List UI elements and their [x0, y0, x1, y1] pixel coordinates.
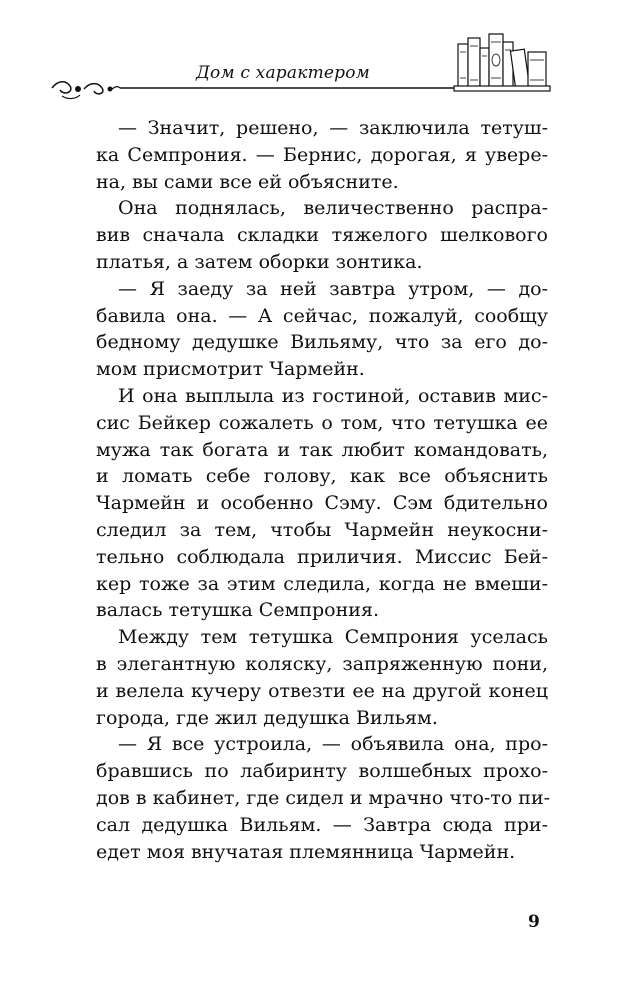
text-line: мом присмотрит Чармейн. [96, 358, 365, 381]
body-text [96, 115, 551, 865]
paragraph [96, 383, 548, 624]
page-number: 9 [528, 912, 540, 932]
books-stack-icon [452, 30, 552, 92]
text-line: бедному дедушке Вильяму, что за его до- [96, 331, 548, 354]
text-line: ка Семпрония. — Бернис, дорогая, я увере- [96, 143, 548, 166]
text-line: сис Бейкер сожалеть о том, что тетушка ее [96, 411, 548, 434]
text-line: И она выплыла из гостиной, оставив мис- [118, 384, 548, 407]
text-line: сал дедушка Вильям. — Завтра сюда при- [96, 813, 548, 836]
text-line: кер тоже за этим следила, когда не вмеши- [96, 572, 548, 595]
running-title: Дом с характером [196, 63, 370, 83]
text-line: и велела кучеру отвезти ее на другой конец [96, 679, 548, 702]
text-line: и ломать себе голову, как все объяснить [96, 465, 548, 488]
text-line: дов в кабинет, где сидел и мрачно что-то пи- [96, 786, 551, 809]
text-line: — Я все устроила, — объявила она, про- [118, 733, 548, 756]
text-line: бавила она. — А сейчас, пожалуй, сообщу [96, 304, 548, 327]
text-line: следил за тем, чтобы Чармейн неукосни- [96, 518, 548, 541]
text-line: города, где жил дедушка Вильям. [96, 706, 438, 729]
text-line: вив сначала складки тяжелого шелкового [96, 224, 548, 247]
text-line: Она поднялась, величественно распра- [118, 197, 548, 220]
text-line: на, вы сами все ей объясните. [96, 170, 399, 193]
paragraph [96, 115, 548, 195]
text-line: платья, а затем оборки зонтика. [96, 250, 423, 273]
text-line: тельно соблюдала приличия. Миссис Бей- [96, 545, 548, 568]
text-line: Между тем тетушка Семпрония уселась [118, 626, 548, 649]
paragraph [96, 624, 548, 731]
text-line: валась тетушка Семпрония. [96, 599, 379, 622]
text-line: едет моя внучатая племянница Чармейн. [96, 840, 516, 863]
page-header [0, 0, 630, 110]
text-line: Чармейн и особенно Сэму. Сэм бдительно [96, 492, 548, 515]
text-line: в элегантную коляску, запряженную пони, [96, 652, 548, 675]
text-line: бравшись по лабиринту волшебных прохо- [96, 760, 548, 783]
text-line: — Я заеду за ней завтра утром, — до- [118, 277, 548, 300]
paragraph [96, 731, 551, 865]
paragraph [96, 195, 548, 275]
paragraph [96, 276, 548, 383]
text-line: — Значит, решено, — заключила тетуш- [118, 117, 548, 139]
scroll-flourish-icon [0, 0, 460, 110]
text-line: мужа так богата и так любит командовать, [96, 438, 548, 461]
